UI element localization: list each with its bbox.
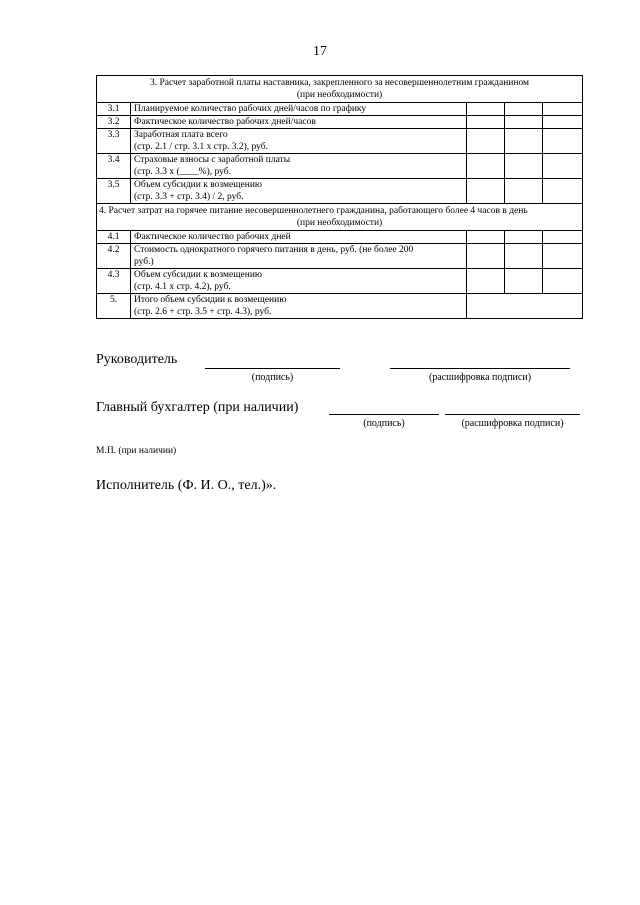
accountant-decode-line — [445, 414, 580, 415]
value-cell — [543, 244, 583, 269]
value-cell — [505, 244, 543, 269]
value-cell — [543, 129, 583, 154]
head-decode-caption: (расшифровка подписи) — [428, 372, 532, 383]
value-cell — [505, 269, 543, 294]
row-label: Фактическое количество рабочих дней/часов — [131, 116, 467, 129]
value-cell — [467, 231, 505, 244]
row-number: 5. — [97, 294, 131, 319]
row-number: 4.1 — [97, 231, 131, 244]
row-number: 3.3 — [97, 129, 131, 154]
subsidy-calculation-table — [96, 75, 583, 319]
executor-line: Исполнитель (Ф. И. О., тел.)». — [96, 478, 277, 493]
value-cell — [467, 269, 505, 294]
head-decode-line — [390, 368, 570, 369]
accountant-signature-line — [329, 414, 439, 415]
row-label: Объем субсидии к возмещению (стр. 4.1 х стр. 4.2), руб. — [131, 269, 467, 294]
row-label: Заработная плата всего (стр. 2.1 / стр. 3.1 х стр. 3.2), руб. — [131, 129, 467, 154]
row-label: Итого объем субсидии к возмещению (стр. 2.6 + стр. 3.5 + стр. 4.3), руб. — [131, 294, 467, 319]
value-cell — [543, 179, 583, 204]
head-signature-caption: (подпись) — [251, 372, 294, 383]
value-cell — [505, 103, 543, 116]
value-cell — [505, 179, 543, 204]
value-cell — [467, 129, 505, 154]
total-value-cell — [467, 294, 583, 319]
value-cell — [467, 244, 505, 269]
value-cell — [467, 179, 505, 204]
section-3-subtitle: (при необходимости) — [296, 90, 383, 100]
row-number: 3.2 — [97, 116, 131, 129]
value-cell — [467, 116, 505, 129]
row-label: Планируемое количество рабочих дней/часов по графику — [131, 103, 467, 116]
accountant-decode-caption: (расшифровка подписи) — [461, 418, 564, 429]
value-cell — [505, 154, 543, 179]
row-label: Объем субсидии к возмещению (стр. 3.3 + стр. 3.4) / 2, руб. — [131, 179, 467, 204]
row-number: 3.4 — [97, 154, 131, 179]
row-label: Стоимость однократного горячего питания в день, руб. (не более 200 руб.) — [131, 244, 467, 269]
accountant-signature-label: Главный бухгалтер (при наличии) — [96, 400, 299, 415]
head-signature-label: Руководитель — [96, 352, 178, 367]
row-number: 4.2 — [97, 244, 131, 269]
section-4-subtitle: (при необходимости) — [296, 218, 383, 228]
head-signature-line — [205, 368, 340, 369]
value-cell — [543, 116, 583, 129]
value-cell — [505, 231, 543, 244]
stamp-note: М.П. (при наличии) — [96, 446, 177, 456]
row-number: 3.1 — [97, 103, 131, 116]
value-cell — [467, 103, 505, 116]
table-row — [97, 154, 583, 179]
row-number: 4.3 — [97, 269, 131, 294]
value-cell — [505, 116, 543, 129]
page-number: 17 — [313, 44, 327, 59]
value-cell — [543, 103, 583, 116]
value-cell — [467, 154, 505, 179]
value-cell — [543, 269, 583, 294]
accountant-signature-caption: (подпись) — [363, 418, 405, 429]
section-4-title: 4. Расчет затрат на горячее питание несовершеннолетнего гражданина, работающего более 4 часов в день — [99, 206, 528, 216]
table-row — [97, 103, 583, 116]
table-row — [97, 179, 583, 204]
section-3-title: 3. Расчет заработной платы наставника, закрепленного за несовершеннолетним гражданином — [150, 78, 530, 88]
value-cell — [543, 154, 583, 179]
total-row — [97, 294, 583, 319]
row-label: Страховые взносы с заработной платы (стр. 3.3 х (____%), руб. — [131, 154, 467, 179]
table-row — [97, 231, 583, 244]
section-4-header — [97, 204, 583, 231]
value-cell — [543, 231, 583, 244]
row-label: Фактическое количество рабочих дней — [131, 231, 467, 244]
table-row — [97, 244, 583, 269]
table-row — [97, 269, 583, 294]
row-number: 3.5 — [97, 179, 131, 204]
table-row — [97, 129, 583, 154]
value-cell — [505, 129, 543, 154]
table-row — [97, 116, 583, 129]
section-3-header-row — [97, 76, 583, 103]
section-4-header-row — [97, 204, 583, 231]
section-3-header — [97, 76, 583, 103]
